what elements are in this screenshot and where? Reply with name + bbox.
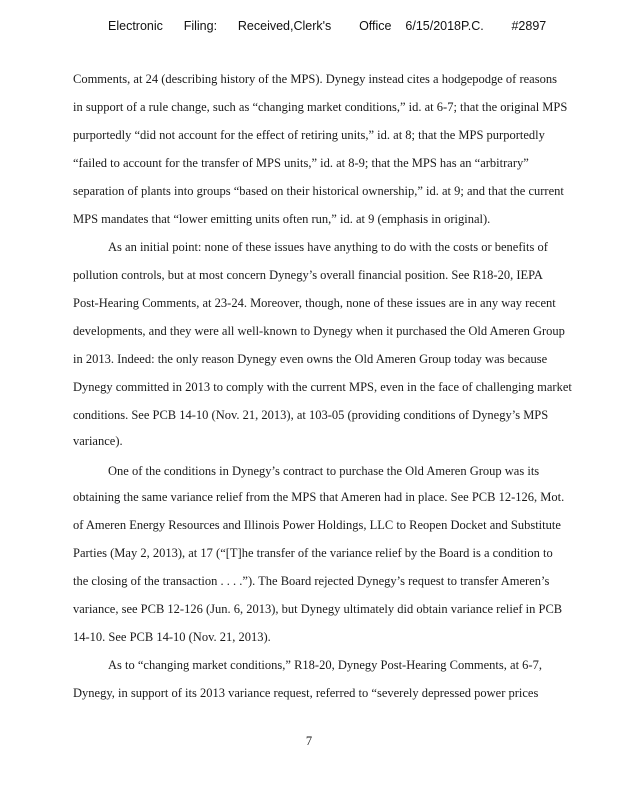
text-line-16: obtaining the same variance relief from the MPS that Ameren had in place. See PCB 12-126, Mot. <box>73 490 565 504</box>
text-line-8: pollution controls, but at most concern Dynegy’s overall financial position. See R18-20, IEPA <box>73 268 543 282</box>
text-line-20: variance, see PCB 12-126 (Jun. 6, 2013), but Dynegy ultimately did obtain variance relief in PCB <box>73 602 563 616</box>
electronic-filing-header: Electronic Filing: Received,Clerk's Office 6/15/2018P.C. #2897 <box>108 19 547 33</box>
text-line-6: MPS mandates that “lower emitting units often run,” id. at 9 (emphasis in original). <box>73 212 491 226</box>
text-line-11: in 2013. Indeed: the only reason Dynegy even owns the Old Ameren Group today was because <box>73 352 548 366</box>
text-line-7: As an initial point: none of these issues have anything to do with the costs or benefits of <box>108 240 548 254</box>
text-line-17: of Ameren Energy Resources and Illinois Power Holdings, LLC to Reopen Docket and Substitute <box>73 518 561 532</box>
text-line-14: variance). <box>73 434 123 448</box>
text-line-1: Comments, at 24 (describing history of the MPS). Dynegy instead cites a hodgepodge of reasons <box>73 72 557 86</box>
text-line-2: in support of a rule change, such as “changing market conditions,” id. at 6-7; that the original MPS <box>73 100 568 114</box>
text-line-3: purportedly “did not account for the effect of retiring units,” id. at 8; that the MPS purportedly <box>73 128 545 142</box>
text-line-4: “failed to account for the transfer of MPS units,” id. at 8-9; that the MPS has an “arbitrary” <box>73 156 529 170</box>
text-line-10: developments, and they were all well-known to Dynegy when it purchased the Old Ameren Group <box>73 324 565 338</box>
text-line-5: separation of plants into groups “based on their historical ownership,” id. at 9; and that the current <box>73 184 564 198</box>
text-line-9: Post-Hearing Comments, at 23-24. Moreover, though, none of these issues are in any way recent <box>73 296 556 310</box>
text-line-12: Dynegy committed in 2013 to comply with the current MPS, even in the face of challenging market <box>73 380 572 394</box>
text-line-23: Dynegy, in support of its 2013 variance request, referred to “severely depressed power prices <box>73 686 539 700</box>
page-number: 7 <box>305 734 313 748</box>
text-line-22: As to “changing market conditions,” R18-20, Dynegy Post-Hearing Comments, at 6-7, <box>108 658 542 672</box>
text-line-13: conditions. See PCB 14-10 (Nov. 21, 2013), at 103-05 (providing conditions of Dynegy’s MPS <box>73 408 549 422</box>
text-line-19: the closing of the transaction . . . .”). The Board rejected Dynegy’s request to transfer Ameren’s <box>73 574 550 588</box>
text-line-21: 14-10. See PCB 14-10 (Nov. 21, 2013). <box>73 630 271 644</box>
text-line-15: One of the conditions in Dynegy’s contract to purchase the Old Ameren Group was its <box>108 464 540 478</box>
text-line-18: Parties (May 2, 2013), at 17 (“[T]he transfer of the variance relief by the Board is a condition to <box>73 546 553 560</box>
